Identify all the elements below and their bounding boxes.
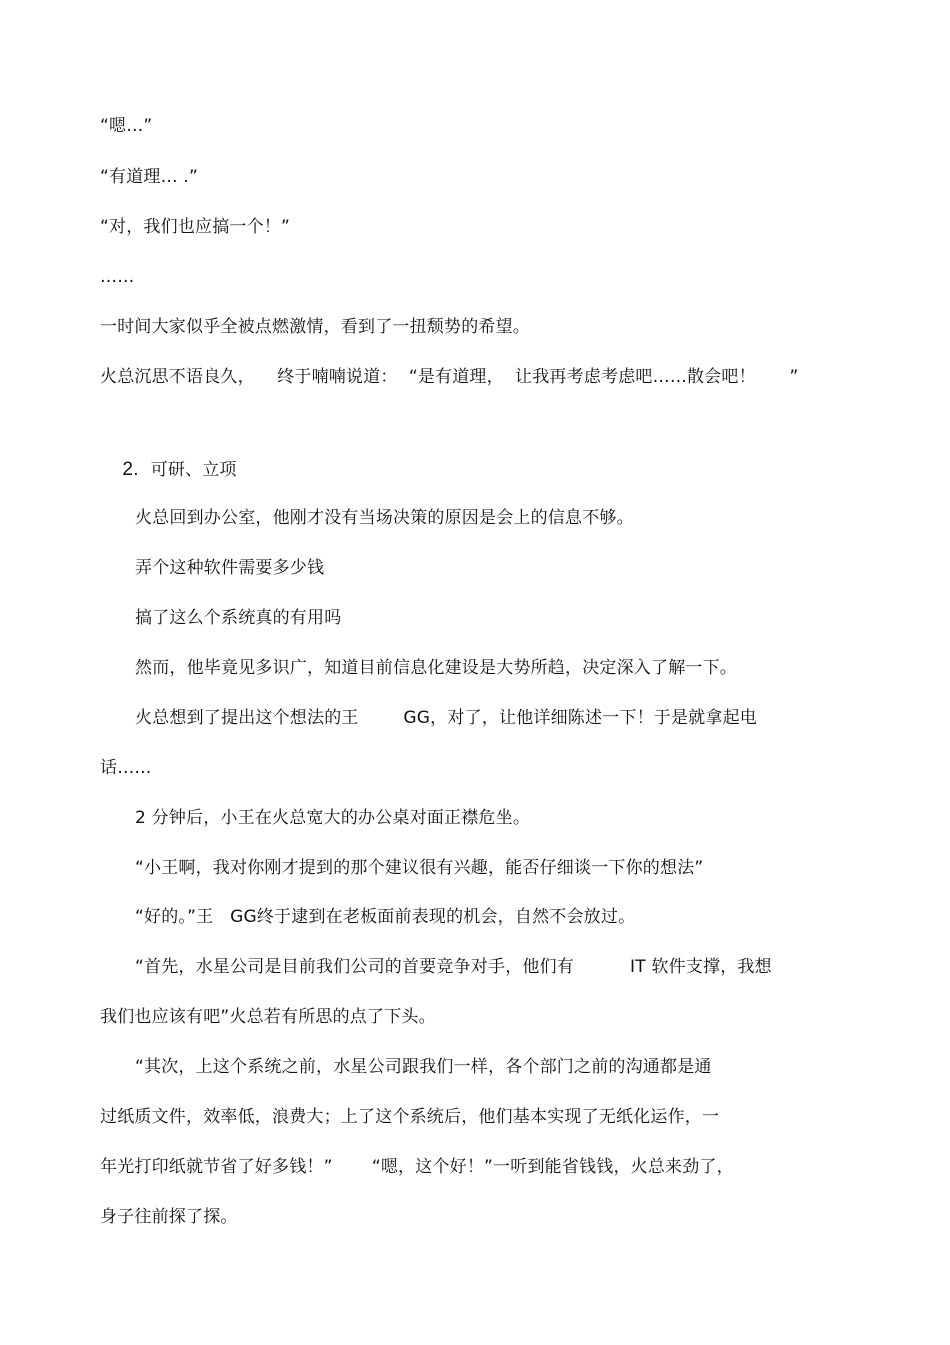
paragraph-line: 过纸质文件，效率低，浪费大；上了这个系统后，他们基本实现了无纸化运作，一 bbox=[100, 1107, 720, 1127]
narration-line: 一时间大家似乎全被点燃激情，看到了一扭颓势的希望。 bbox=[100, 317, 530, 337]
narration-line: 火总沉思不语良久， 终于喃喃说道： “是有道理， 让我再考虑考虑吧……散会吧！ ” bbox=[100, 367, 799, 387]
paragraph-line: “小王啊，我对你刚才提到的那个建议很有兴趣，能否仔细谈一下你的想法” bbox=[135, 858, 704, 878]
paragraph-line: 我们也应该有吧”火总若有所思的点了下头。 bbox=[100, 1007, 436, 1027]
dialogue-line: “对，我们也应搞一个！” bbox=[100, 217, 291, 237]
section-heading bbox=[100, 437, 237, 503]
paragraph-line: 话…… bbox=[100, 758, 152, 778]
paragraph-line: 年光打印纸就节省了好多钱！” “嗯，这个好！”一听到能省钱钱，火总来劲了， bbox=[100, 1157, 734, 1177]
paragraph-line: “首先，水星公司是目前我们公司的首要竞争对手，他们有 IT 软件支撑，我想 bbox=[135, 957, 772, 977]
paragraph-line: 火总回到办公室，他刚才没有当场决策的原因是会上的信息不够。 bbox=[135, 508, 634, 528]
ellipsis-line: …… bbox=[100, 267, 135, 287]
paragraph-line: “其次，上这个系统之前，水星公司跟我们一样，各个部门之前的沟通都是通 bbox=[135, 1057, 712, 1077]
paragraph-line: 弄个这种软件需要多少钱 bbox=[135, 558, 325, 578]
paragraph-line: 火总想到了提出这个想法的王 GG，对了，让他详细陈述一下！于是就拿起电 bbox=[135, 708, 757, 728]
paragraph-line: 搞了这么个系统真的有用吗 bbox=[135, 608, 342, 628]
section-number: 2. bbox=[122, 459, 139, 480]
section-title: 可研、立项 bbox=[150, 460, 237, 480]
paragraph-line: 然而，他毕竟见多识广，知道目前信息化建设是大势所趋，决定深入了解一下。 bbox=[135, 658, 737, 678]
dialogue-line: “有道理… .” bbox=[100, 167, 199, 187]
dialogue-line: “嗯…” bbox=[100, 116, 153, 136]
paragraph-line: 2 分钟后，小王在火总宽大的办公桌对面正襟危坐。 bbox=[135, 808, 531, 828]
paragraph-line: “好的。”王 GG终于逮到在老板面前表现的机会，自然不会放过。 bbox=[135, 907, 636, 927]
paragraph-line: 身子往前探了探。 bbox=[100, 1207, 238, 1227]
